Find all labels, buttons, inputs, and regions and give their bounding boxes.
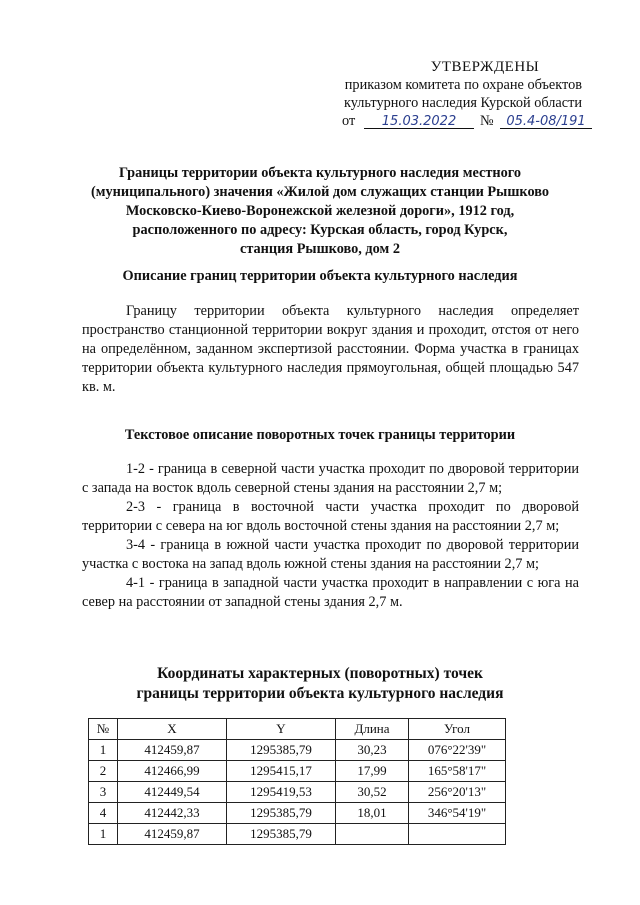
header-length: Длина: [336, 719, 409, 740]
approval-heading: УТВЕРЖДЕНЫ: [430, 59, 540, 75]
title-line: станция Рышково, дом 2: [239, 241, 400, 257]
cell-length: 30,23: [336, 740, 409, 761]
list-item: 2-3 - граница в восточной части участка проходит по дворовой территории с севера на юг вдоль восточной стены здания на расстоянии 2,7 м;: [82, 499, 579, 534]
cell-angle: 165°58'17": [409, 761, 506, 782]
table-row: [89, 782, 506, 803]
cell-x: 412449,54: [118, 782, 227, 803]
cell-angle: 346°54'19": [409, 803, 506, 824]
number-label: №: [480, 113, 494, 129]
table-row: [89, 803, 506, 824]
cell-x: 412459,87: [118, 824, 227, 845]
approval-line-1: приказом комитета по охране объектов: [344, 77, 582, 93]
cell-angle: 256°20'13": [409, 782, 506, 803]
table-header-row: [89, 719, 506, 740]
cell-number: 3: [89, 782, 118, 803]
list-item: 3-4 - граница в южной части участка проходит по дворовой территории участка с востока на запад вдоль южной стены здания на расстоянии 2,7 м;: [82, 537, 579, 572]
cell-y: 1295385,79: [227, 824, 336, 845]
cell-length: 17,99: [336, 761, 409, 782]
cell-x: 412466,99: [118, 761, 227, 782]
cell-length: 18,01: [336, 803, 409, 824]
title-line: (муниципального) значения «Жилой дом служащих станции Рышково: [90, 184, 550, 200]
document-title: [80, 164, 560, 259]
header-x: X: [118, 719, 227, 740]
approval-date: 15.03.2022: [364, 113, 474, 129]
section1-heading: Описание границ территории объекта культурного наследия: [122, 268, 518, 284]
cell-y: 1295415,17: [227, 761, 336, 782]
cell-length: 30,52: [336, 782, 409, 803]
section2-list: [82, 460, 579, 612]
table-row: [89, 761, 506, 782]
section1-text: [82, 302, 579, 397]
table-title-line: Координаты характерных (поворотных) точек: [157, 665, 483, 682]
header-y: Y: [227, 719, 336, 740]
approval-number: 05.4-08/191: [500, 113, 592, 129]
table-title: [80, 664, 560, 704]
header-angle: Угол: [409, 719, 506, 740]
cell-number: 1: [89, 740, 118, 761]
approval-date-number: [320, 112, 590, 132]
table-title-line: границы территории объекта культурного наследия: [136, 685, 504, 702]
table-row: [89, 824, 506, 845]
cell-x: 412442,33: [118, 803, 227, 824]
title-line: Границы территории объекта культурного наследия местного: [118, 165, 522, 181]
list-item: 4-1 - граница в западной части участка проходит в направлении с юга на север на расстоянии от западной стены здания 2,7 м.: [82, 575, 579, 610]
cell-length: [336, 824, 409, 845]
table-row: [89, 740, 506, 761]
section1-paragraph: Границу территории объекта культурного наследия определяет пространство станционной территории вокруг здания и проходит, отстоя от него на определённом, заданном экспертизой расстоянии. Форма участка в границах территории объекта культурного наследия прямоугольная, общей площадью 547 кв. м.: [82, 303, 579, 395]
cell-number: 1: [89, 824, 118, 845]
coordinates-table: [88, 718, 506, 845]
cell-y: 1295385,79: [227, 740, 336, 761]
cell-angle: [409, 824, 506, 845]
title-line: расположенного по адресу: Курская область, город Курск,: [132, 222, 508, 238]
list-item: 1-2 - граница в северной части участка проходит по дворовой территории с запада на восток вдоль северной стены здания на расстоянии 2,7 м;: [82, 461, 579, 496]
cell-number: 2: [89, 761, 118, 782]
header-number: №: [89, 719, 118, 740]
title-line: Московско-Киево-Воронежской железной дороги», 1912 год,: [125, 203, 515, 219]
cell-number: 4: [89, 803, 118, 824]
cell-angle: 076°22'39": [409, 740, 506, 761]
approval-line-2: культурного наследия Курской области: [344, 95, 582, 111]
approval-block: [320, 58, 590, 132]
section2-heading: Текстовое описание поворотных точек границы территории: [124, 427, 516, 443]
cell-x: 412459,87: [118, 740, 227, 761]
from-label: от: [342, 113, 356, 129]
cell-y: 1295385,79: [227, 803, 336, 824]
cell-y: 1295419,53: [227, 782, 336, 803]
